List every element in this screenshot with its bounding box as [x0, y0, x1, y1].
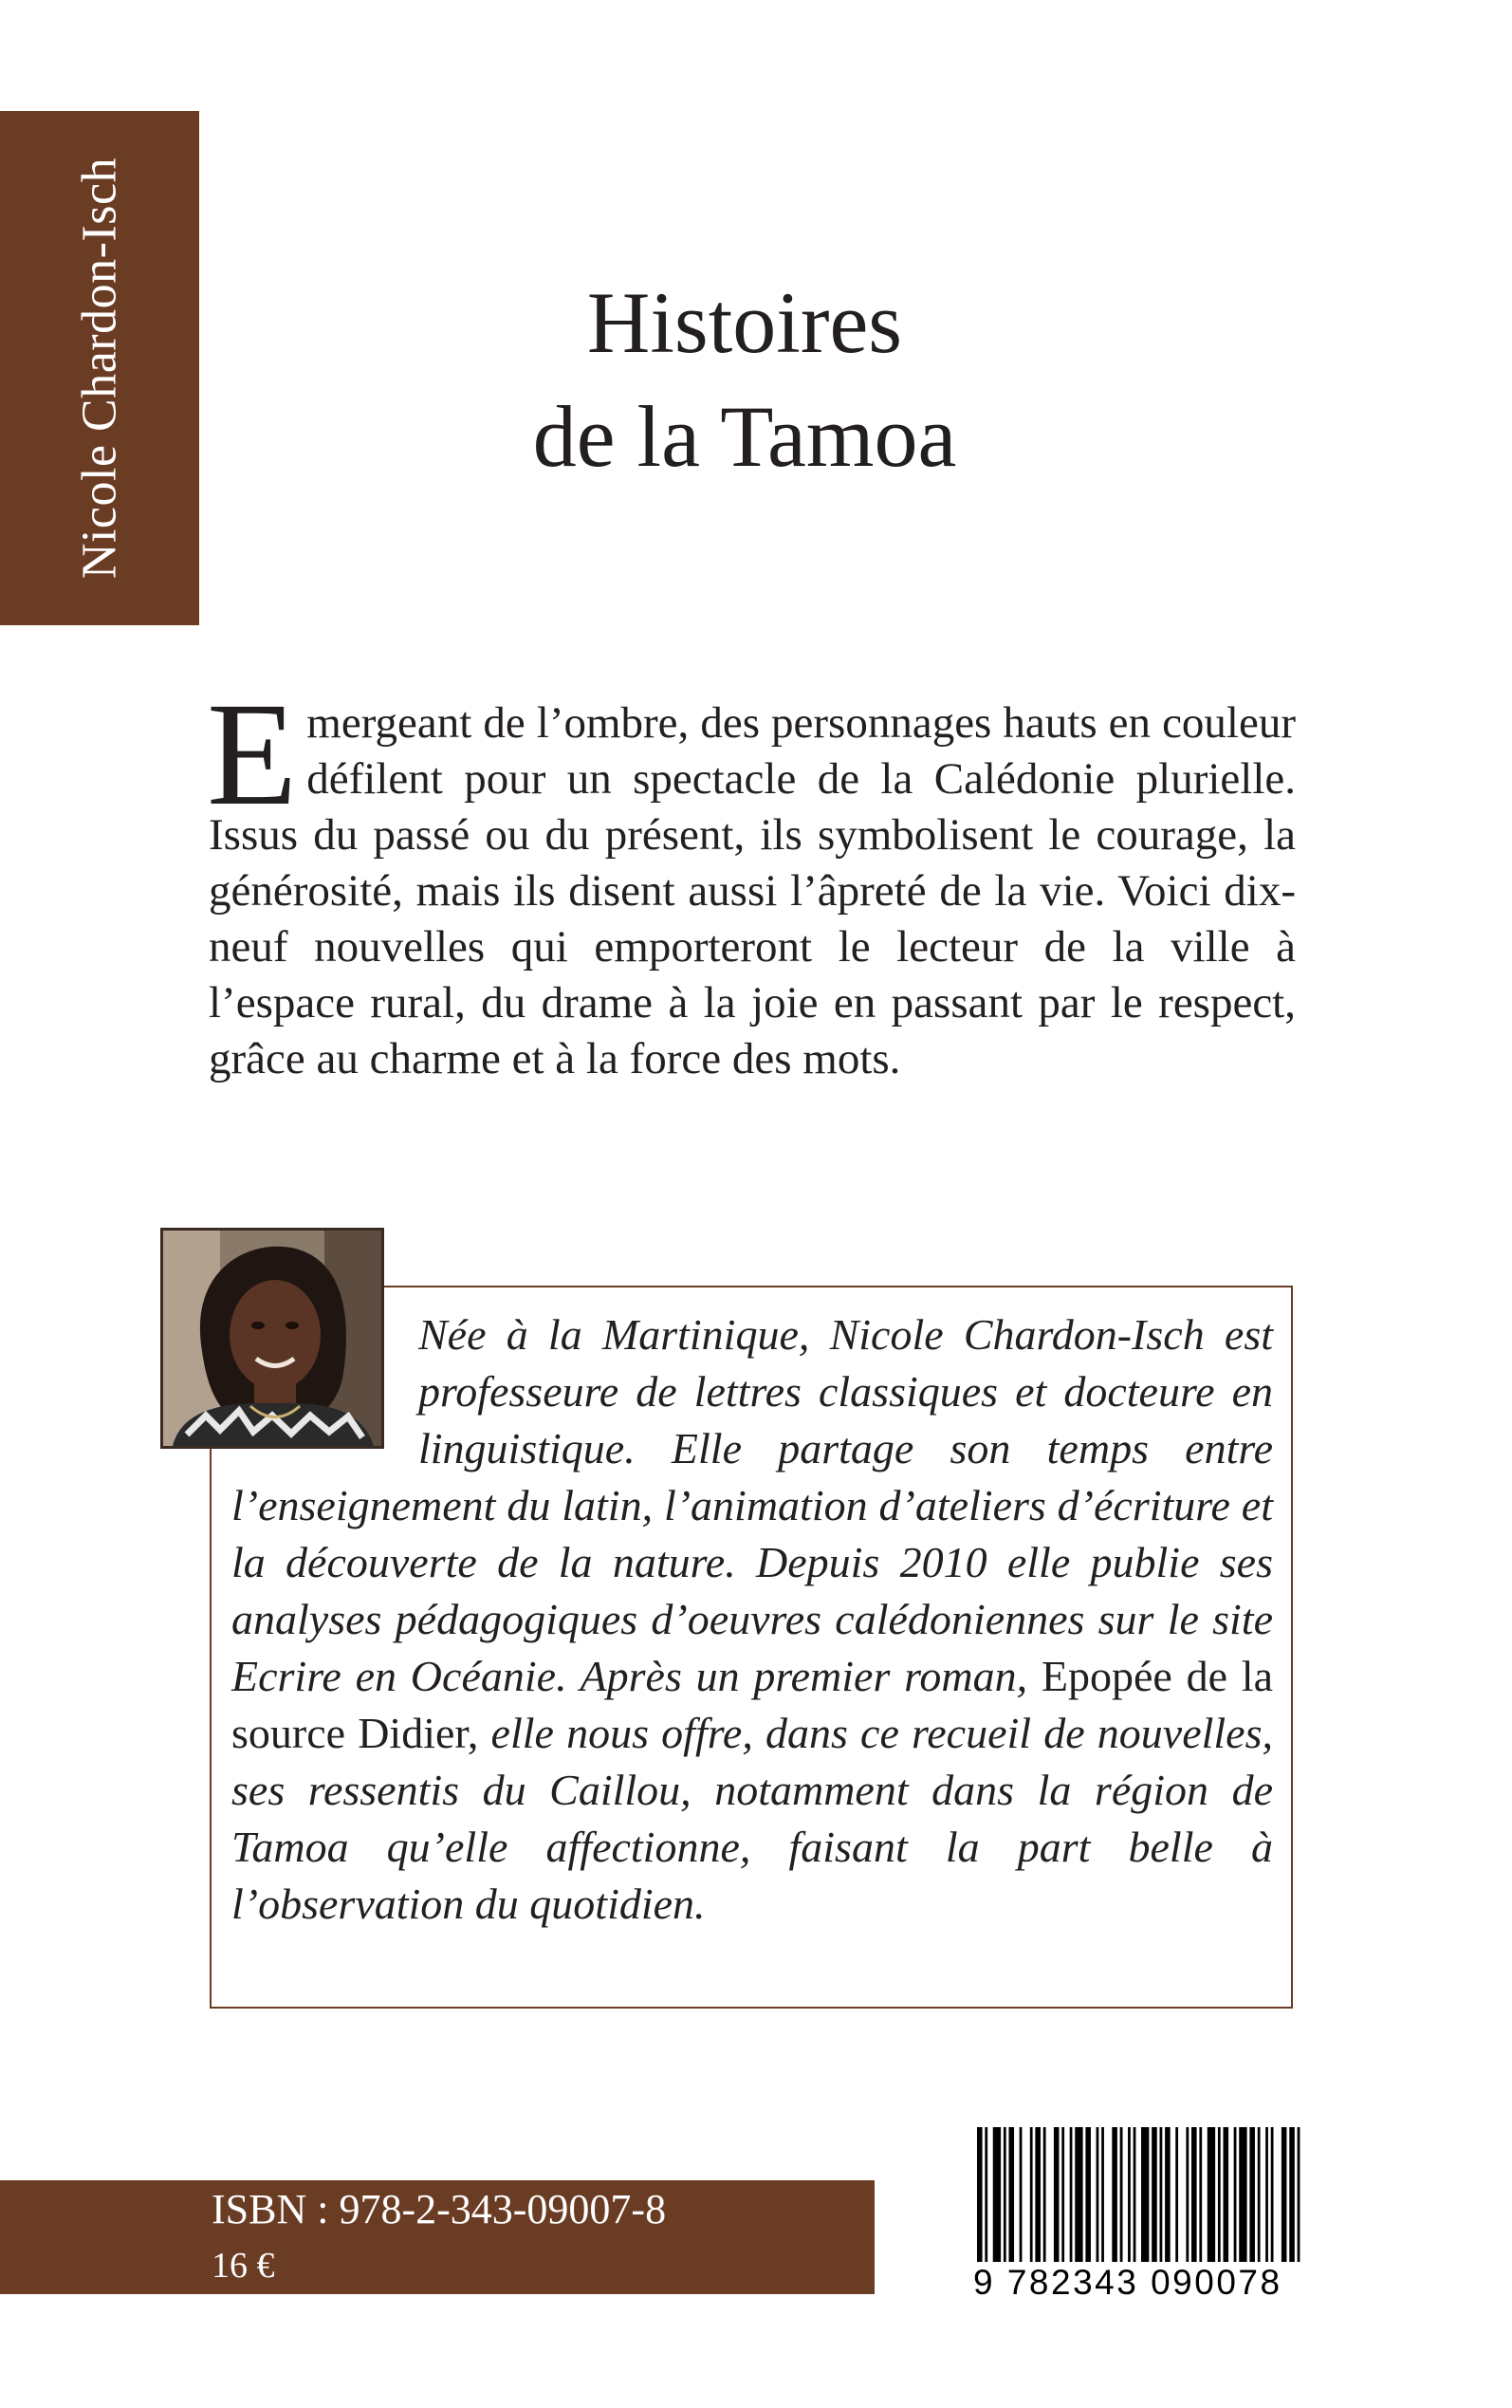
- author-bio-novel-title: Epopée de la source Didier,: [231, 1652, 1274, 1757]
- book-title-line-2: de la Tamoa: [532, 388, 957, 485]
- blurb-text: mergeant de l’ombre, des personnages hauts en couleur défilent pour un spectacle de la Calédonie plurielle. Issus du passé ou du présent, ils symbolisent le courage, la générosité, mais ils disent aussi l’âpreté de la vie. Voici dix-neuf nouvelles qui emporteront le lecteur de la ville à l’espace rural, du drame à la joie en passant par le respect, grâce au charme et à la force des mots.: [209, 698, 1296, 1084]
- barcode-digits: 9 782343 090078: [969, 2262, 1317, 2304]
- blurb-paragraph: [207, 672, 1296, 1087]
- book-title-line-1: Histoires: [586, 274, 903, 371]
- blurb-drop-cap: E: [207, 672, 298, 836]
- author-bio-text: [231, 1306, 1273, 1933]
- price-label: 16 €: [212, 2246, 275, 2286]
- isbn-label: ISBN : 978-2-343-09007-8: [212, 2186, 667, 2232]
- bio-photo-spacer: [231, 1306, 418, 1466]
- book-title: [379, 266, 1110, 493]
- author-bio-text-part-1: Née à la Martinique, Nicole Chardon-Isch est professeure de lettres classiques et docteure en linguistique. Elle partage son temps entre l’enseignement du latin, l’animation d’ateliers d’écriture et la découverte de la nature. Depuis 2010 elle publie ses analyses pédagogiques d’oeuvres calédoniennes sur le site Ecrire en Océanie. Après un premier roman,: [231, 1310, 1273, 1700]
- spine-author-name: Nicole Chardon-Isch: [72, 157, 127, 580]
- author-bio-text-part-2: elle nous offre, dans ce recueil de nouvelles, ses ressentis du Caillou, notamment dans la région de Tamoa qu’elle affectionne, faisant la part belle à l’observation du quotidien.: [231, 1709, 1273, 1928]
